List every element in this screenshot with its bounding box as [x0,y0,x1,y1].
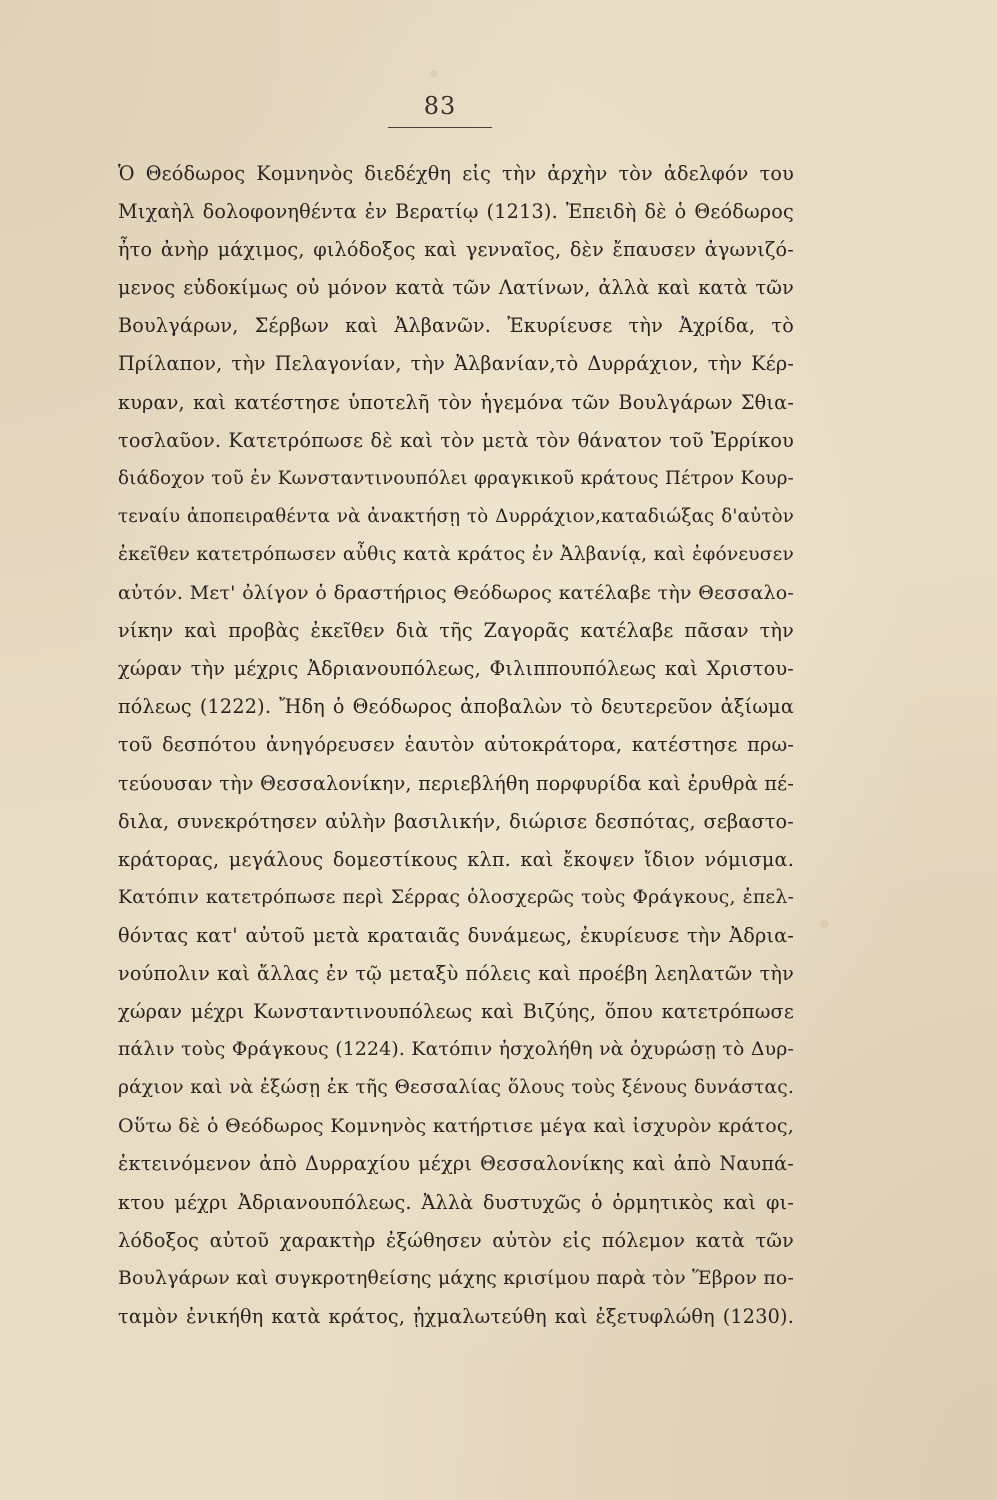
text-line: χώραν μέχρι Κωνσταντινουπόλεως καὶ Βιζύης, ὅπου κατετρόπωσε [118,1000,794,1024]
text-line: θόντας κατ' αὐτοῦ μετὰ κραταιᾶς δυνάμεως, ἐκυρίευσε τὴν Ἀδρια- [118,923,794,947]
text-line: Πρίλαπον, τὴν Πελαγονίαν, τὴν Ἀλβανίαν,τὸ Δυρράχιον, τὴν Κέρ- [118,352,794,376]
text-line: ἐκεῖθεν κατετρόπωσεν αὖθις κατὰ κράτος ἐν Ἀλβανίᾳ, καὶ ἐφόνευσεν [118,543,794,565]
text-line: κτου μέχρι Ἀδριανουπόλεως. Ἀλλὰ δυστυχῶς ὁ ὁρμητικὸς καὶ φι- [118,1190,794,1214]
text-line: τοῦ δεσπότου ἀνηγόρευσεν ἑαυτὸν αὐτοκράτορα, κατέστησε πρω- [118,733,794,757]
paper-stain [430,70,438,78]
text-line: λόδοξος αὐτοῦ χαρακτὴρ ἐξώθησεν αὐτὸν εἰς πόλεμον κατὰ τῶν [118,1228,794,1252]
text-line: κυραν, καὶ κατέστησε ὑποτελῆ τὸν ἡγεμόνα τῶν Βουλγάρων Σθια- [118,390,794,414]
text-line: τεύουσαν τὴν Θεσσαλονίκην, περιεβλήθη πορφυρίδα καὶ ἐρυθρὰ πέ- [118,771,794,795]
text-line: διάδοχον τοῦ ἐν Κωνσταντινουπόλει φραγκικοῦ κράτους Πέτρον Κουρ- [118,467,794,489]
text-line: κράτορας, μεγάλους δομεστίκους κλπ. καὶ ἔκοψεν ἴδιον νόμισμα. [118,847,794,871]
text-line: πόλεως (1222). Ἤδη ὁ Θεόδωρος ἀποβαλὼν τὸ δευτερεῦον ἀξίωμα [118,695,794,719]
text-line: νίκην καὶ προβὰς ἐκεῖθεν διὰ τῆς Ζαγορᾶς κατέλαβε πᾶσαν τὴν [118,619,794,643]
text-line: Μιχαὴλ δολοφονηθέντα ἐν Βερατίῳ (1213). Ἐπειδὴ δὲ ὁ Θεόδωρος [118,200,794,224]
text-line: χώραν τὴν μέχρις Ἀδριανουπόλεως, Φιλιππουπόλεως καὶ Χριστου- [118,657,794,681]
text-line: Κατόπιν κατετρόπωσε περὶ Σέρρας ὁλοσχερῶς τοὺς Φράγκους, ἐπελ- [118,886,794,908]
paper-stain [820,920,829,929]
text-line: διλα, συνεκρότησεν αὐλὴν βασιλικήν, διώρισε δεσπότας, σεβαστο- [118,809,794,833]
header-rule [388,127,492,128]
page-number: 83 [423,92,457,120]
text-line: πάλιν τοὺς Φράγκους (1224). Κατόπιν ἠσχολήθη νὰ ὀχυρώσῃ τὸ Δυρ- [118,1039,794,1061]
text-line: αὐτόν. Μετ' ὀλίγον ὁ δραστήριος Θεόδωρος κατέλαβε τὴν Θεσσαλο- [118,582,794,605]
text-line: μενος εὐδοκίμως οὐ μόνον κατὰ τῶν Λατίνων, ἀλλὰ καὶ κατὰ τῶν [118,276,794,300]
text-line: τεναίυ ἀποπειραθέντα νὰ ἀνακτήσῃ τὸ Δυρράχιον,καταδιώξας δ'αὐτὸν [118,505,794,527]
text-line: Ὁ Θεόδωρος Κομνηνὸς διεδέχθη εἰς τὴν ἀρχὴν τὸν ἀδελφόν του [118,162,794,185]
text-line: τοσλαῦον. Κατετρόπωσε δὲ καὶ τὸν μετὰ τὸν θάνατον τοῦ Ἐρρίκου [118,428,794,452]
text-line: Οὕτω δὲ ὁ Θεόδωρος Κομνηνὸς κατήρτισε μέγα καὶ ἰσχυρὸν κράτος, [118,1115,794,1138]
body-text [118,155,794,1336]
text-line: ταμὸν ἐνικήθη κατὰ κράτος, ᾐχμαλωτεύθη καὶ ἐξετυφλώθη (1230). [118,1304,794,1328]
text-line: νούπολιν καὶ ἄλλας ἐν τῷ μεταξὺ πόλεις καὶ προέβη λεηλατῶν τὴν [118,961,794,985]
text-line: ράχιον καὶ νὰ ἐξώσῃ ἐκ τῆς Θεσσαλίας ὅλους τοὺς ξένους δυνάστας. [118,1077,794,1099]
text-line: Βουλγάρων καὶ συγκροτηθείσης μάχης κρισίμου παρὰ τὸν Ἕβρον πο- [118,1267,794,1289]
text-line: Βουλγάρων, Σέρβων καὶ Ἀλβανῶν. Ἐκυρίευσε τὴν Ἀχρίδα, τὸ [118,314,794,338]
text-line: ἐκτεινόμενον ἀπὸ Δυρραχίου μέχρι Θεσσαλονίκης καὶ ἀπὸ Ναυπά- [118,1152,794,1176]
text-line: ἦτο ἀνὴρ μάχιμος, φιλόδοξος καὶ γενναῖος, δὲν ἔπαυσεν ἀγωνιζό- [118,238,794,262]
